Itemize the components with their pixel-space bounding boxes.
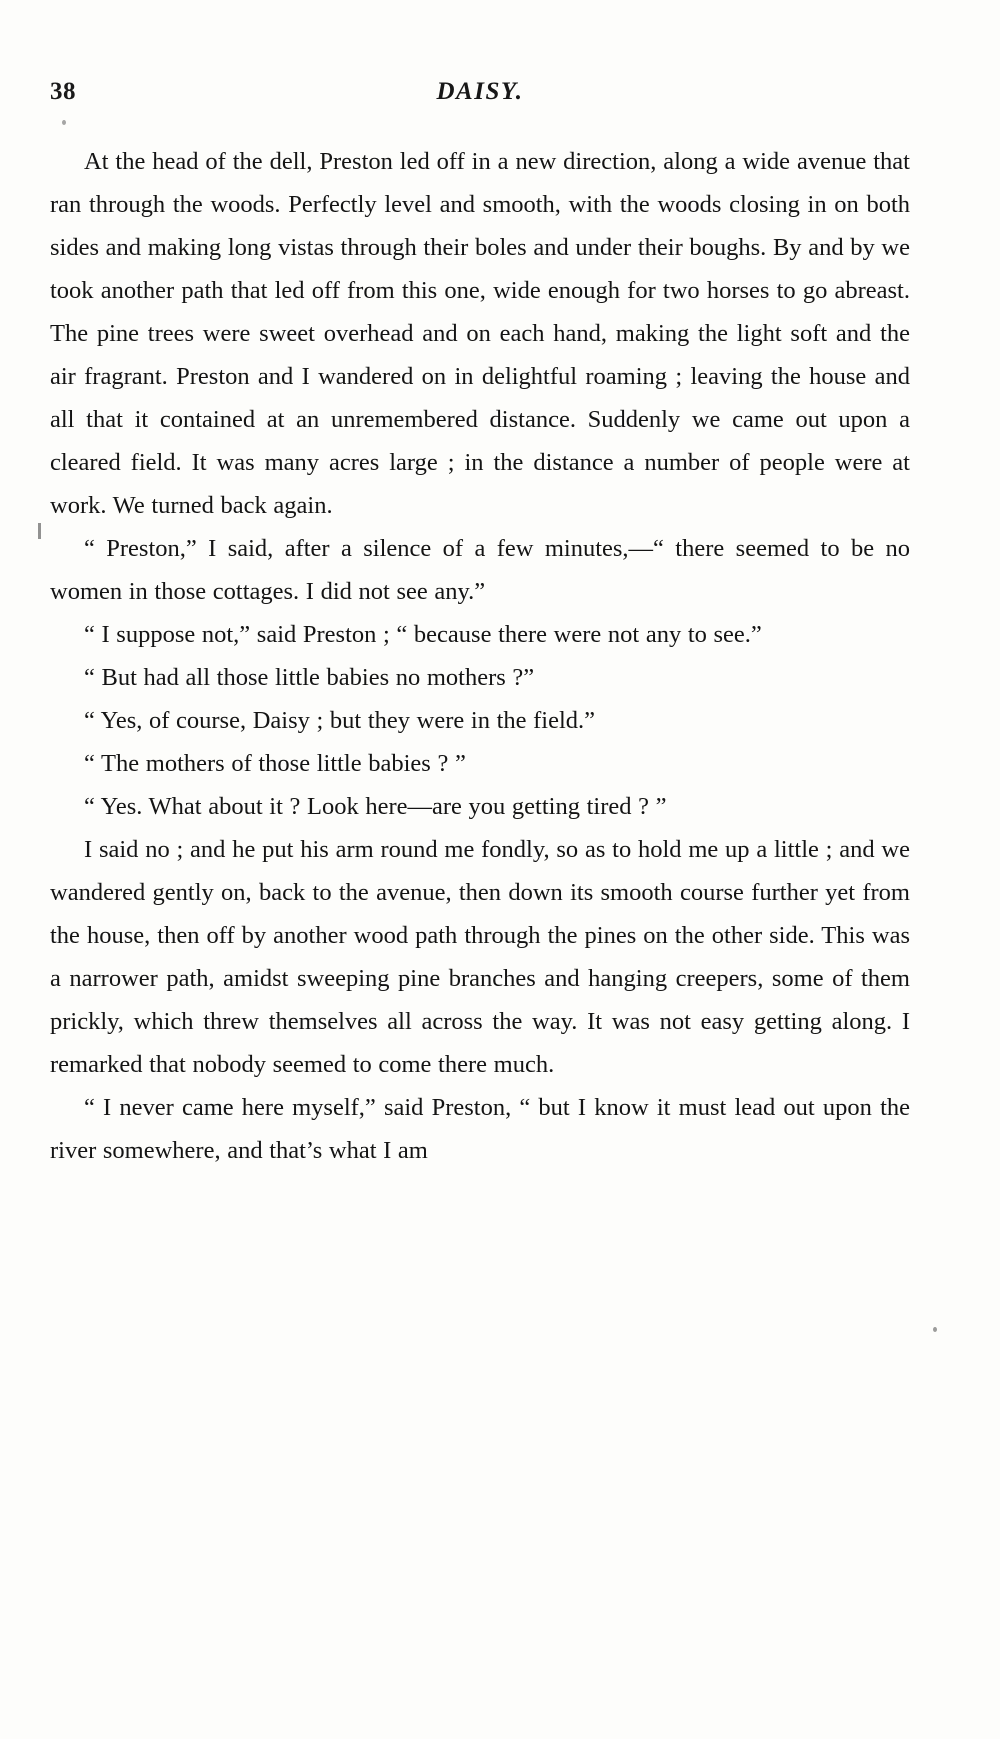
paragraph: I said no ; and he put his arm round me fondly, so as to hold me up a little ; and we wandered gently on, back to the avenue, then down its smooth course further yet from the house, then off by another wood path through the pines on the other side. This was a narrower path, amidst sweeping pine branches and hanging creepers, some of them prickly, which threw themselves all across the way. It was not easy getting along. I remarked that nobody seemed to come there much. (50, 836, 910, 1078)
paragraph: “ The mothers of those little babies ? ” (84, 750, 466, 777)
body-text (50, 140, 910, 1172)
paragraph: “ Yes, of course, Daisy ; but they were in the field.” (84, 707, 596, 734)
paragraph: “ Yes. What about it ? Look here—are you getting tired ? ” (84, 793, 667, 820)
paragraph: At the head of the dell, Preston led off in a new direction, along a wide avenue that ran through the woods. Perfectly level and smooth, with the woods closing in on both sides and making long vistas through their boles and under their boughs. By and by we took another path that led off from this one, wide enough for two horses to go abreast. The pine trees were sweet overhead and on each hand, making the light soft and the air fragrant. Preston and I wandered on in delightful roaming ; leaving the house and all that it contained at an unremembered distance. Suddenly we came out upon a cleared field. It was many acres large ; in the distance a number of people were at work. We turned back again. (50, 148, 910, 519)
margin-mark-left (38, 523, 41, 539)
paragraph: “ Preston,” I said, after a silence of a few minutes,—“ there seemed to be no women in those cottages. I did not see any.” (50, 535, 910, 605)
paragraph: “ I suppose not,” said Preston ; “ because there were not any to see.” (84, 621, 762, 648)
running-title: DAISY. (436, 78, 524, 105)
paragraph: “ But had all those little babies no mothers ?” (84, 664, 535, 691)
page-header (50, 78, 950, 118)
ink-speck (62, 120, 66, 125)
margin-mark-right (933, 1327, 937, 1332)
page-number: 38 (50, 78, 76, 105)
paragraph: “ I never came here myself,” said Preston, “ but I know it must lead out upon the river somewhere, and that’s what I am (50, 1094, 910, 1164)
